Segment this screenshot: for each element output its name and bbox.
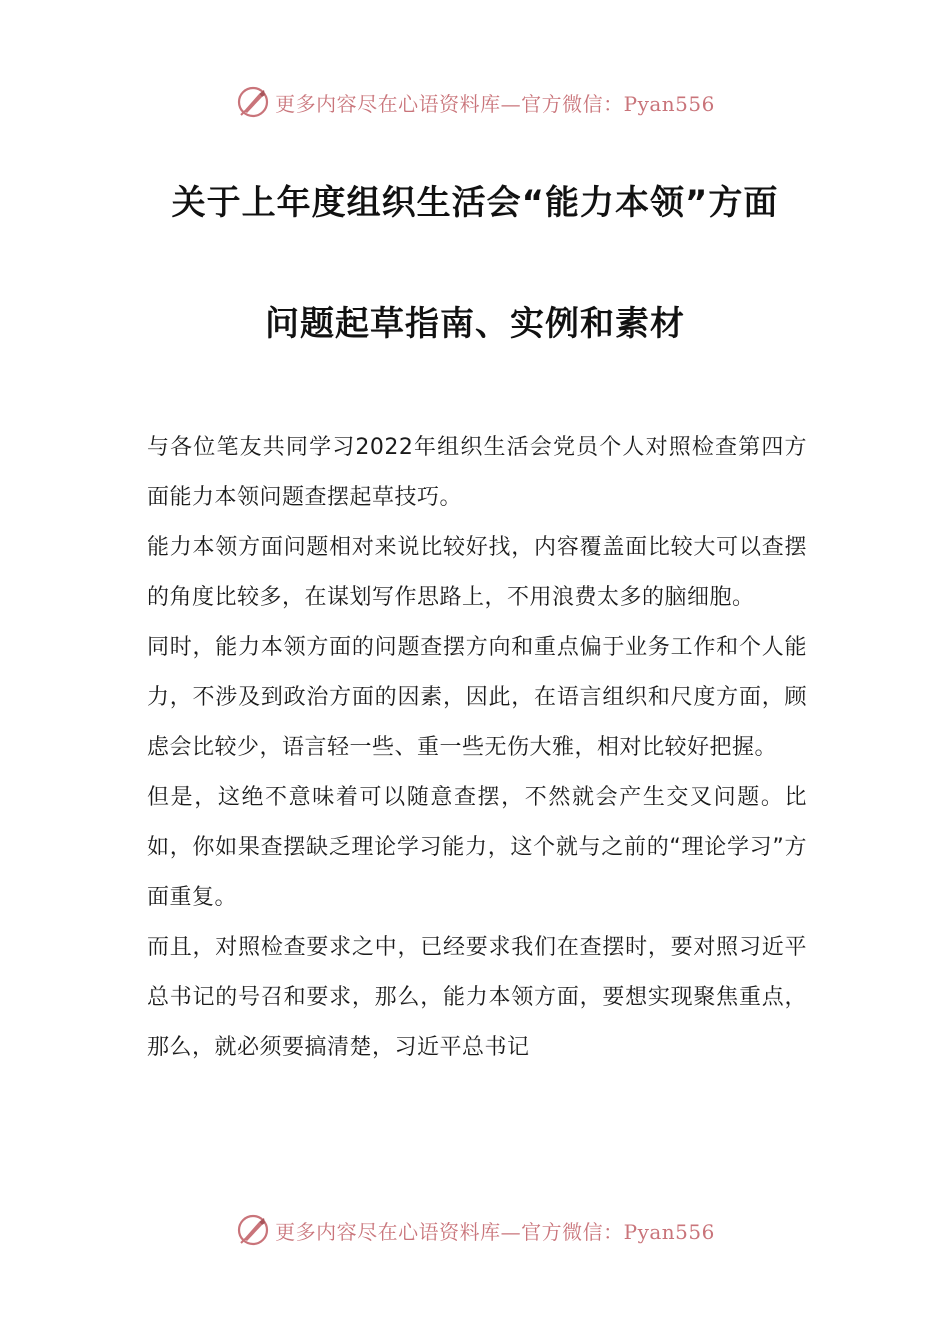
paragraph: 能力本领方面问题相对来说比较好找，内容覆盖面比较大可以查摆的角度比较多，在谋划写作思路上，不用浪费太多的脑细胞。 [147,535,807,610]
header-banner [0,82,950,122]
footer-banner [0,1210,950,1250]
quill-pen-logo-icon [235,1212,271,1248]
document-title-line-1: 关于上年度组织生活会“能力本领”方面 [171,183,779,223]
banner-text: 更多内容尽在心语资料库—官方微信：Pyan556 [275,1219,715,1244]
paragraph: 与各位笔友共同学习2022年组织生活会党员个人对照检查第四方面能力本领问题查摆起草技巧。 [147,435,807,510]
banner-text: 更多内容尽在心语资料库—官方微信：Pyan556 [275,91,715,116]
quill-pen-logo-icon [235,84,271,120]
paragraph: 而且，对照检查要求之中，已经要求我们在查摆时，要对照习近平总书记的号召和要求，那么，能力本领方面，要想实现聚焦重点，那么，就必须要搞清楚，习近平总书记 [147,935,807,1060]
paragraph: 但是，这绝不意味着可以随意查摆，不然就会产生交叉问题。比如，你如果查摆缺乏理论学习能力，这个就与之前的“理论学习”方面重复。 [147,785,807,910]
paragraph: 同时，能力本领方面的问题查摆方向和重点偏于业务工作和个人能力，不涉及到政治方面的因素，因此，在语言组织和尺度方面，顾虑会比较少，语言轻一些、重一些无伤大雅，相对比较好把握。 [147,635,807,760]
document-title-line-2: 问题起草指南、实例和素材 [265,304,685,344]
document-body [147,423,807,1073]
